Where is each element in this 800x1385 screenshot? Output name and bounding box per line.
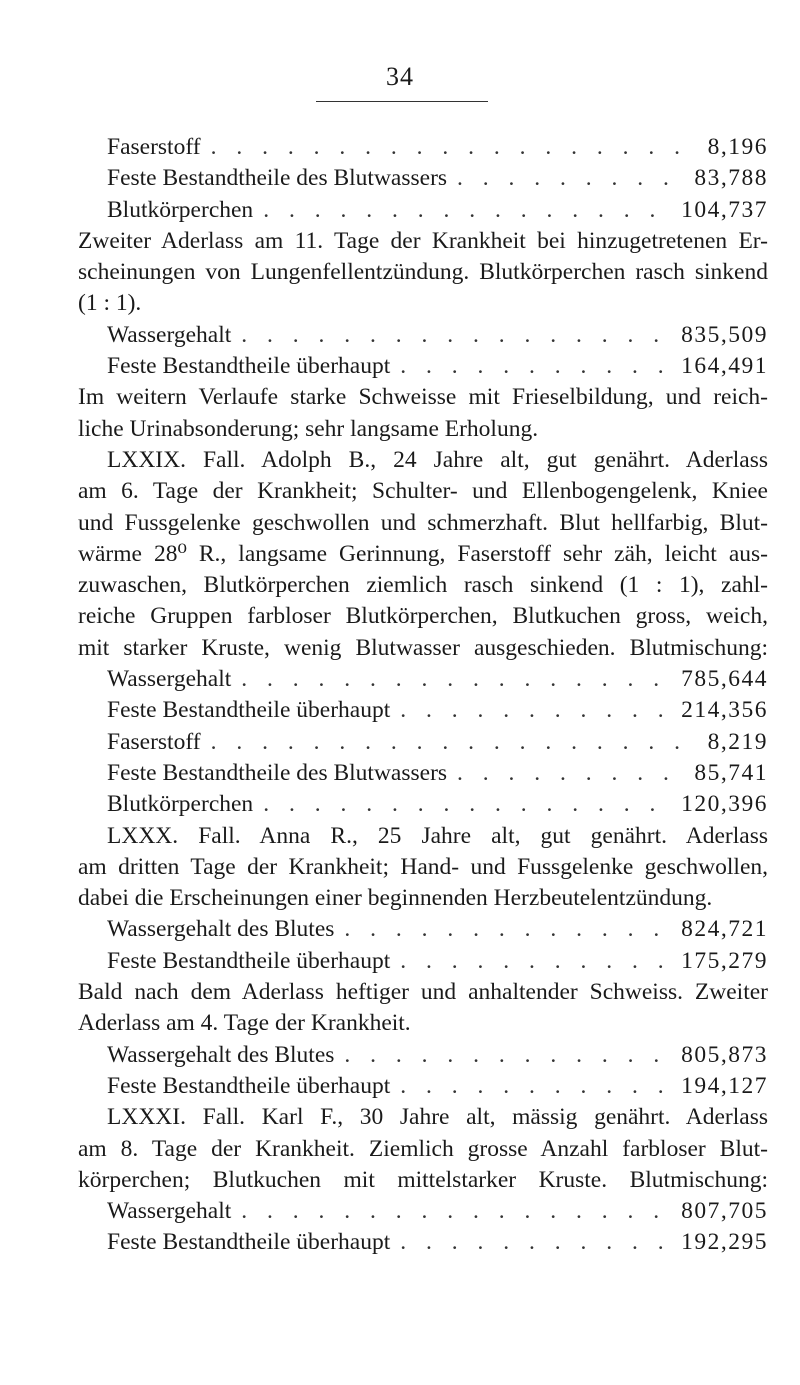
dot-leader <box>241 664 671 695</box>
measurement-row <box>78 351 768 382</box>
text-line: wärme 28⁰ R., langsame Gerinnung, Faserstoff sehr zäh, leicht aus- <box>78 540 768 567</box>
dot-leader <box>344 1040 671 1071</box>
text-line: Aderlass am 4. Tage der Krankheit. <box>78 1010 411 1037</box>
measurement-table-2 <box>78 320 768 383</box>
text-line: am 8. Tage der Krankheit. Ziemlich grosse Anzahl farbloser Blut- <box>78 1135 768 1162</box>
measurement-row <box>78 163 768 194</box>
paragraph-case-81 <box>78 1102 768 1196</box>
measurement-value: 805,873 <box>681 1041 768 1068</box>
page-content <box>78 132 768 1259</box>
dot-leader <box>241 320 671 351</box>
measurement-label: Wassergehalt <box>107 1198 232 1225</box>
text-line: und Fussgelenke geschwollen und schmerzhaft. Blut hellfarbig, Blut- <box>78 509 768 536</box>
header-rule <box>316 101 488 102</box>
measurement-table-6 <box>78 1196 768 1259</box>
measurement-label: Blutkörperchen <box>107 791 254 818</box>
paragraph-case-80 <box>78 821 768 915</box>
dot-leader <box>263 789 671 820</box>
dot-leader <box>400 1071 671 1102</box>
dot-leader <box>400 351 671 382</box>
paragraph-second-bloodletting <box>78 226 768 320</box>
dot-leader <box>457 758 684 789</box>
measurement-row <box>78 1040 768 1071</box>
measurement-label: Feste Bestandtheile überhaupt <box>107 947 391 974</box>
dot-leader <box>400 1227 671 1258</box>
paragraph-case-79 <box>78 445 768 664</box>
measurement-value: 807,705 <box>681 1198 768 1225</box>
text-line: mit starker Kruste, wenig Blutwasser ausgeschieden. Blutmischung: <box>78 634 768 661</box>
measurement-label: Feste Bestandtheile überhaupt <box>107 1229 391 1256</box>
measurement-row <box>78 695 768 726</box>
dot-leader <box>457 163 684 194</box>
measurement-table-4 <box>78 914 768 977</box>
measurement-value: 192,295 <box>681 1229 768 1256</box>
measurement-label: Wassergehalt des Blutes <box>107 916 335 943</box>
measurement-row <box>78 320 768 351</box>
measurement-value: 8,196 <box>707 134 768 160</box>
measurement-value: 164,491 <box>681 353 768 380</box>
text-line: (1 : 1). <box>78 290 142 317</box>
dot-leader <box>263 195 671 226</box>
measurement-row <box>78 1196 768 1227</box>
dot-leader <box>211 727 698 758</box>
measurement-table-3 <box>78 664 768 820</box>
measurement-row <box>78 946 768 977</box>
text-line: LXXIX. Fall. Adolph B., 24 Jahre alt, gut genährt. Aderlass <box>107 446 768 473</box>
measurement-value: 194,127 <box>681 1072 768 1099</box>
measurement-value: 214,356 <box>681 697 768 724</box>
measurement-row <box>78 132 768 163</box>
measurement-value: 85,741 <box>694 759 768 786</box>
measurement-row <box>78 1227 768 1258</box>
measurement-table-5 <box>78 1040 768 1103</box>
measurement-label: Feste Bestandtheile des Blutwassers <box>107 759 448 786</box>
dot-leader <box>400 946 671 977</box>
text-line: am dritten Tage der Krankheit; Hand- und Fussgelenke geschwollen, <box>78 853 768 880</box>
text-line: LXXXI. Fall. Karl F., 30 Jahre alt, mässig genährt. Aderlass <box>107 1104 768 1131</box>
measurement-label: Faserstoff <box>107 728 201 755</box>
text-line: Bald nach dem Aderlass heftiger und anhaltender Schweiss. Zweiter <box>78 979 768 1006</box>
page-number: 34 <box>386 62 414 91</box>
measurement-label: Wassergehalt <box>107 321 232 348</box>
text-line: liche Urinabsonderung; sehr langsame Erholung. <box>78 415 539 442</box>
text-line: dabei die Erscheinungen einer beginnenden Herzbeutelentzündung. <box>78 885 713 912</box>
measurement-label: Feste Bestandtheile überhaupt <box>107 697 391 724</box>
measurement-label: Wassergehalt des Blutes <box>107 1041 335 1068</box>
text-line: reiche Gruppen farbloser Blutkörperchen, Blutkuchen gross, weich, <box>78 603 768 630</box>
measurement-row <box>78 914 768 945</box>
measurement-value: 120,396 <box>681 791 768 818</box>
text-line: am 6. Tage der Krankheit; Schulter- und Ellenbogengelenk, Kniee <box>78 478 768 505</box>
paragraph-further-course <box>78 382 768 445</box>
measurement-label: Feste Bestandtheile überhaupt <box>107 1072 391 1099</box>
measurement-label: Faserstoff <box>107 134 201 160</box>
text-line: zuwaschen, Blutkörperchen ziemlich rasch sinkend (1 : 1), zahl- <box>78 572 768 599</box>
measurement-row <box>78 789 768 820</box>
measurement-label: Wassergehalt <box>107 666 232 693</box>
text-line: scheinungen von Lungenfellentzündung. Blutkörperchen rasch sinkend <box>78 259 768 286</box>
measurement-value: 835,509 <box>681 321 768 348</box>
text-line: körperchen; Blutkuchen mit mittelstarker Kruste. Blutmischung: <box>78 1166 768 1193</box>
measurement-label: Blutkörperchen <box>107 196 254 223</box>
measurement-row <box>78 727 768 758</box>
measurement-label: Feste Bestandtheile des Blutwassers <box>107 165 448 192</box>
measurement-row <box>78 195 768 226</box>
measurement-label: Feste Bestandtheile überhaupt <box>107 353 391 380</box>
text-line: Zweiter Aderlass am 11. Tage der Krankheit bei hinzugetretenen Er- <box>78 227 768 254</box>
measurement-table-1 <box>78 132 768 226</box>
dot-leader <box>344 914 671 945</box>
measurement-value: 824,721 <box>681 916 768 943</box>
measurement-row <box>78 1071 768 1102</box>
measurement-value: 83,788 <box>694 165 768 192</box>
dot-leader <box>241 1196 671 1227</box>
dot-leader <box>400 695 671 726</box>
measurement-value: 104,737 <box>681 196 768 223</box>
measurement-value: 175,279 <box>681 947 768 974</box>
text-line: LXXX. Fall. Anna R., 25 Jahre alt, gut genährt. Aderlass <box>107 822 768 849</box>
measurement-value: 785,644 <box>681 666 768 693</box>
dot-leader <box>211 132 698 163</box>
measurement-row <box>78 758 768 789</box>
measurement-row <box>78 664 768 695</box>
measurement-value: 8,219 <box>707 728 768 755</box>
text-line: Im weitern Verlaufe starke Schweisse mit Frieselbildung, und reich- <box>78 384 768 411</box>
paragraph-after-bloodletting <box>78 977 768 1040</box>
